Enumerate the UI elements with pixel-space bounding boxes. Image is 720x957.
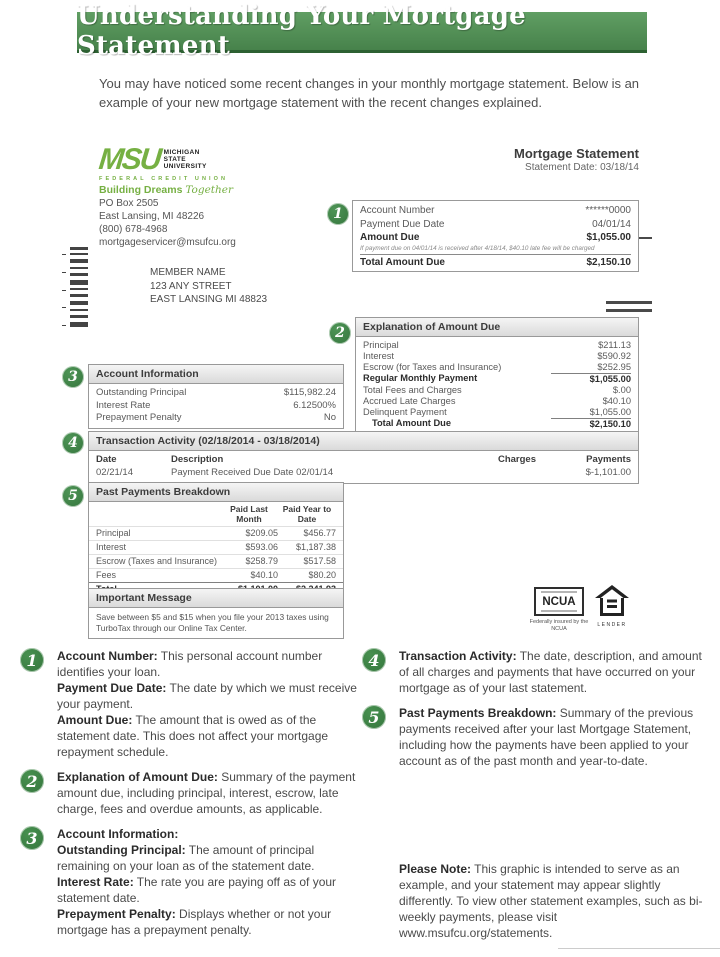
important-message-box: [88, 588, 344, 639]
col-paid-year-to-date: Paid Year to Date: [282, 504, 332, 524]
statement-title: Mortgage Statement: [514, 146, 639, 161]
text-line: MEMBER NAME: [150, 267, 226, 278]
item-badge: 1: [20, 648, 44, 672]
statement-row: Interest Rate 6.12500%: [96, 399, 336, 411]
item-badge: 5: [362, 705, 386, 729]
text-line: mortgageservicer@msufcu.org: [99, 237, 236, 248]
please-note-text: [399, 861, 705, 941]
explanation-item-2: [20, 769, 362, 817]
ncua-caption: Federally insured by the NCUA: [529, 619, 589, 632]
statement-row: Prepayment Penalty No: [96, 412, 336, 423]
explanation-item-5: [362, 705, 708, 769]
text-segment: Payment Due Date: The date by which we must receive your payment.: [57, 681, 357, 711]
explanation-item-1: [20, 648, 362, 760]
explanation-item-3: [20, 826, 362, 938]
statement-row: Outstanding Principal $115,982.24: [96, 387, 336, 398]
page-title: Understanding Your Mortgage Statement: [77, 1, 526, 61]
lender-caption: LENDER: [597, 622, 627, 628]
box-header: Past Payments Breakdown: [89, 483, 343, 502]
callout-badge-3: 3: [62, 366, 84, 388]
statement-row: Amount Due $1,055.00: [360, 232, 631, 243]
statement-date: Statement Date: 03/18/14: [525, 162, 639, 173]
col-date: Date: [96, 454, 117, 465]
item-badge: 4: [362, 648, 386, 672]
transaction-activity-box: [88, 431, 639, 484]
statement-row: Accrued Late Charges $40.10: [363, 396, 631, 406]
ncua-logo: [528, 587, 590, 632]
text-line: UNIVERSITY: [163, 163, 207, 170]
callout-badge-2: 2: [329, 322, 351, 344]
payments-row: Interest $593.06 $1,187.38: [89, 540, 343, 554]
msufcu-logo: [97, 143, 234, 196]
text-segment: Account Number: This personal account number identifies your loan.: [57, 649, 323, 679]
statement-row: Total Fees and Charges $.00: [363, 385, 631, 395]
text-segment: Interest Rate: The rate you are paying off as of your statement date.: [57, 875, 337, 905]
text-segment: Prepayment Penalty: Displays whether or not your mortgage has a prepayment penalty.: [57, 907, 332, 937]
statement-row: Delinquent Payment $1,055.00: [363, 407, 631, 417]
total-value: $2,150.10: [586, 256, 631, 268]
total-label: Total Amount Due: [360, 256, 445, 268]
text-line: STATE: [163, 156, 187, 163]
transaction-row: 02/21/14 Payment Received Due Date 02/01/14 $-1,101.00: [96, 467, 631, 478]
text-line: 123 ANY STREET: [150, 280, 232, 292]
text-segment: Amount Due: The amount that is owed as of the statement date. This does not affect your mortgage repayment schedule.: [57, 713, 329, 759]
statement-row: Interest $590.92: [363, 351, 631, 361]
text-line: (800) 678-4968: [99, 224, 168, 235]
text-segment: Transaction Activity: The date, description, and amount of all charges and payments that have occurred on your mortgage as of your last statement.: [399, 649, 702, 695]
intro-text: You may have noticed some recent changes in your monthly mortgage statement. Below is an example of your new mortgage statement with the recent changes explained.: [99, 76, 640, 110]
statement-row: Payment Due Date 04/01/14: [360, 218, 631, 230]
col-description: Description: [171, 454, 224, 465]
university-name-text: [164, 146, 207, 170]
equal-housing-lender-logo: [592, 585, 632, 628]
item-badge: 3: [20, 826, 44, 850]
member-address: [150, 266, 267, 307]
col-charges: Charges: [497, 454, 536, 465]
msu-logo-icon: MSU: [97, 143, 162, 176]
house-icon: [595, 585, 629, 616]
amount-due-box: [352, 200, 639, 272]
payments-row: Fees $40.10 $80.20: [89, 568, 343, 582]
late-fee-note: If payment due on 04/01/14 is received after 4/18/14, $40.10 late fee will be charged: [360, 244, 595, 252]
text-segment: Explanation of Amount Due: Summary of the payment amount due, including principal, interest, escrow, late charge, fees and overdue amounts, as applicable.: [57, 770, 356, 816]
important-message-text: Save between $5 and $15 when you file your 2013 taxes using TurboTax through our Online Tax Center.: [96, 612, 329, 633]
col-paid-last-month: Paid Last Month: [230, 504, 268, 524]
credit-union-address: [99, 197, 236, 249]
explanations-left-column: [20, 648, 362, 947]
statement-row: Regular Monthly Payment $1,055.00: [363, 373, 631, 384]
text-line: PO Box 2505: [99, 198, 159, 209]
callout-badge-4: 4: [62, 432, 84, 454]
ncua-label: NCUA: [542, 595, 576, 608]
text-line: East Lansing, MI 48226: [99, 211, 205, 222]
callout-badge-5: 5: [62, 485, 84, 507]
statement-title-block: [420, 146, 639, 173]
past-payments-breakdown-box: [88, 482, 344, 599]
explanation-of-amount-due-box: [355, 317, 639, 434]
statement-row: Principal $211.13: [363, 340, 631, 350]
text-line: MICHIGAN: [163, 149, 200, 156]
registration-mark: [606, 301, 652, 304]
ncua-box: [534, 587, 584, 616]
text-segment: Past Payments Breakdown: Summary of the previous payments received after your last Mortgage Statement, including how the payments have been applied to your account as of the past month and year-to-date.: [399, 706, 694, 768]
col-payments: Payments: [586, 454, 631, 465]
text-segment: Please Note: This graphic is intended to serve as an example, and your statement may appear slightly differently. To view other statement examples, such as bi-weekly payments, please visit www.msufcu.org/statements.: [399, 862, 703, 940]
transaction-column-headers: [89, 451, 638, 466]
box-header: Transaction Activity (02/18/2014 - 03/18/2014): [89, 432, 638, 451]
page-banner: [77, 1, 647, 61]
federal-credit-union-text: FEDERAL CREDIT UNION: [99, 176, 229, 182]
box-header: Account Information: [89, 365, 343, 384]
callout-badge-1: 1: [327, 203, 349, 225]
statement-row: Account Number ******0000: [360, 205, 631, 216]
account-information-box: [88, 364, 344, 429]
logo-tagline: [99, 184, 233, 196]
statement-row: Total Amount Due $2,150.10: [372, 418, 631, 429]
payments-row: Principal $209.05 $456.77: [89, 526, 343, 540]
registration-mark: [606, 309, 652, 312]
box-header: Important Message: [89, 589, 343, 608]
text-segment: Account Information:: [57, 827, 179, 841]
explanation-item-4: [362, 648, 708, 696]
tagline-text: Building Dreams: [99, 184, 183, 196]
statement-row: Escrow (for Taxes and Insurance) $252.95: [363, 362, 631, 372]
total-amount-due-row: [360, 254, 631, 270]
box-header: Explanation of Amount Due: [356, 318, 638, 337]
explanations-right-column: [362, 648, 708, 941]
text-line: EAST LANSING MI 48823: [150, 294, 268, 305]
tagline-script-text: Together: [185, 184, 234, 196]
text-segment: Outstanding Principal: The amount of principal remaining on your loan as of the statement date.: [57, 843, 315, 873]
payments-row: Escrow (Taxes and Insurance) $258.79 $517.58: [89, 554, 343, 568]
payments-column-headers: [89, 502, 343, 526]
item-badge: 2: [20, 769, 44, 793]
barcode: [62, 247, 88, 331]
divider: [558, 948, 720, 949]
